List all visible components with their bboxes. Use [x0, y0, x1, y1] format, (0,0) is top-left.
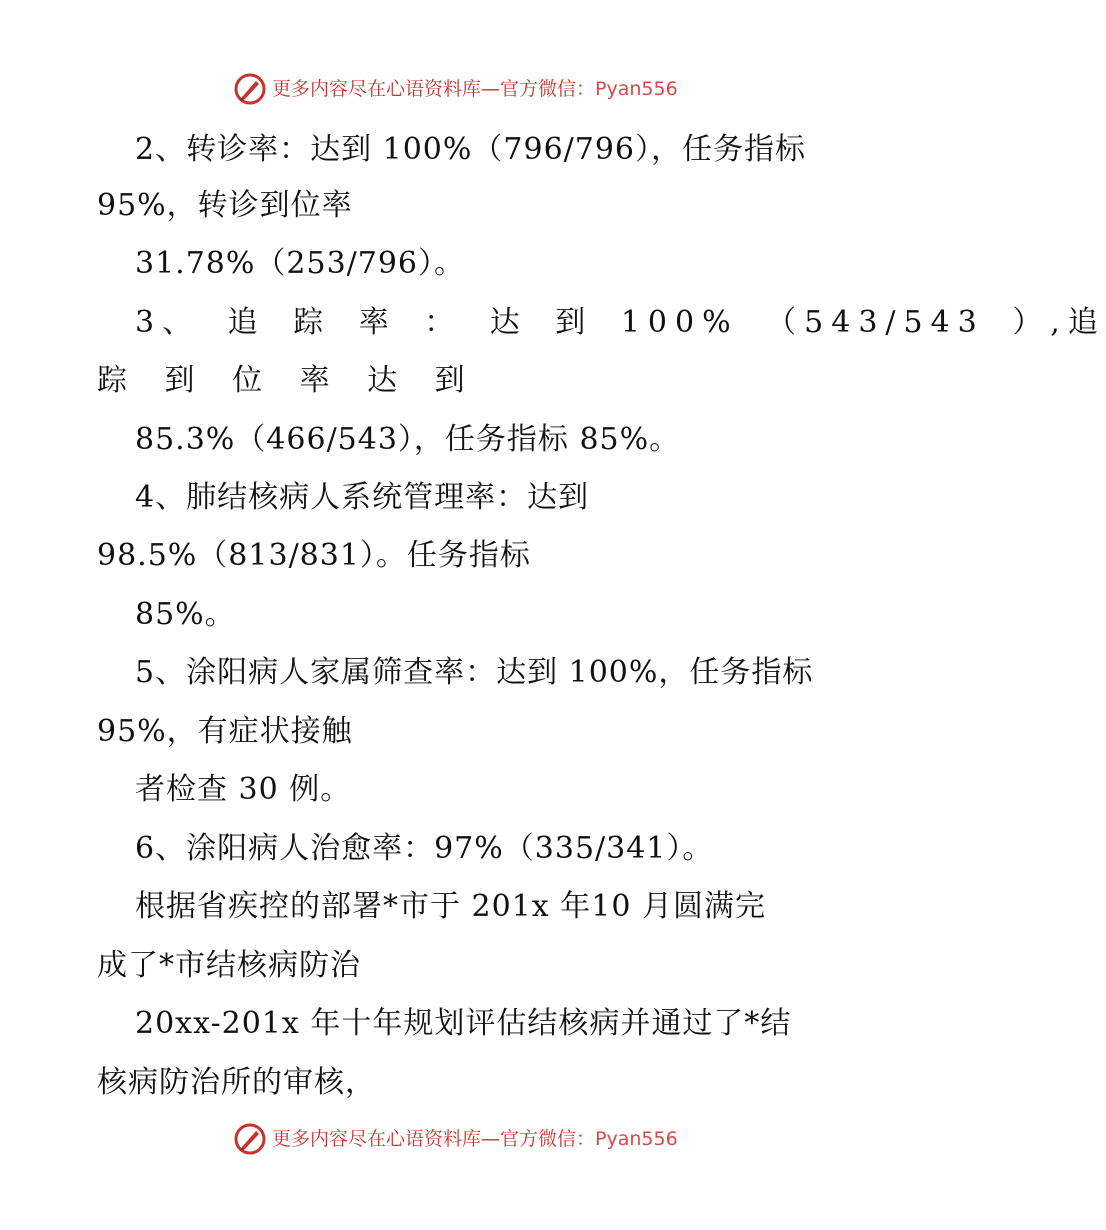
body-line: 4、肺结核病人系统管理率：达到: [135, 480, 590, 515]
header-watermark-banner: [0, 70, 950, 110]
body-line: 6、涂阳病人治愈率：97%（335/341）。: [135, 831, 714, 866]
body-line: 31.78%（253/796）。: [135, 246, 466, 281]
body-line: 2、转诊率：达到 100%（796/796），任务指标: [135, 132, 807, 167]
body-line: 85.3%（466/543），任务指标 85%。: [135, 422, 681, 457]
banner-text: [272, 1127, 678, 1151]
footer-watermark-banner: [0, 1120, 950, 1160]
banner-text: [272, 77, 678, 101]
body-line: 85%。: [135, 597, 236, 632]
body-line: 95%，有症状接触: [97, 714, 353, 749]
pen-logo-icon: [233, 1122, 267, 1156]
banner-prefix: 更多内容尽在心语资料库—官方微信：: [272, 78, 596, 100]
banner-wechat-id: Pyan556: [595, 78, 678, 100]
banner-prefix: 更多内容尽在心语资料库—官方微信：: [272, 1128, 596, 1150]
pen-logo-icon: [233, 72, 267, 106]
body-line: 20xx-201x 年十年规划评估结核病并通过了*结: [135, 1006, 792, 1041]
body-line: 成了*市结核病防治: [97, 948, 361, 983]
body-line: 95%，转诊到位率: [97, 188, 353, 223]
body-line: 3、 追 踪 率 ： 达 到 100% （543/543 ）,追: [135, 305, 1106, 340]
banner-wechat-id: Pyan556: [595, 1128, 678, 1150]
body-line: 98.5%（813/831）。任务指标: [97, 538, 531, 573]
body-line: 5、涂阳病人家属筛查率：达到 100%，任务指标: [135, 655, 814, 690]
body-line: 踪 到 位 率 达 到: [97, 363, 479, 398]
body-line: 根据省疾控的部署*市于 201x 年10 月圆满完: [135, 889, 766, 924]
body-line: 核病防治所的审核，: [97, 1065, 376, 1100]
body-line: 者检查 30 例。: [135, 772, 352, 807]
